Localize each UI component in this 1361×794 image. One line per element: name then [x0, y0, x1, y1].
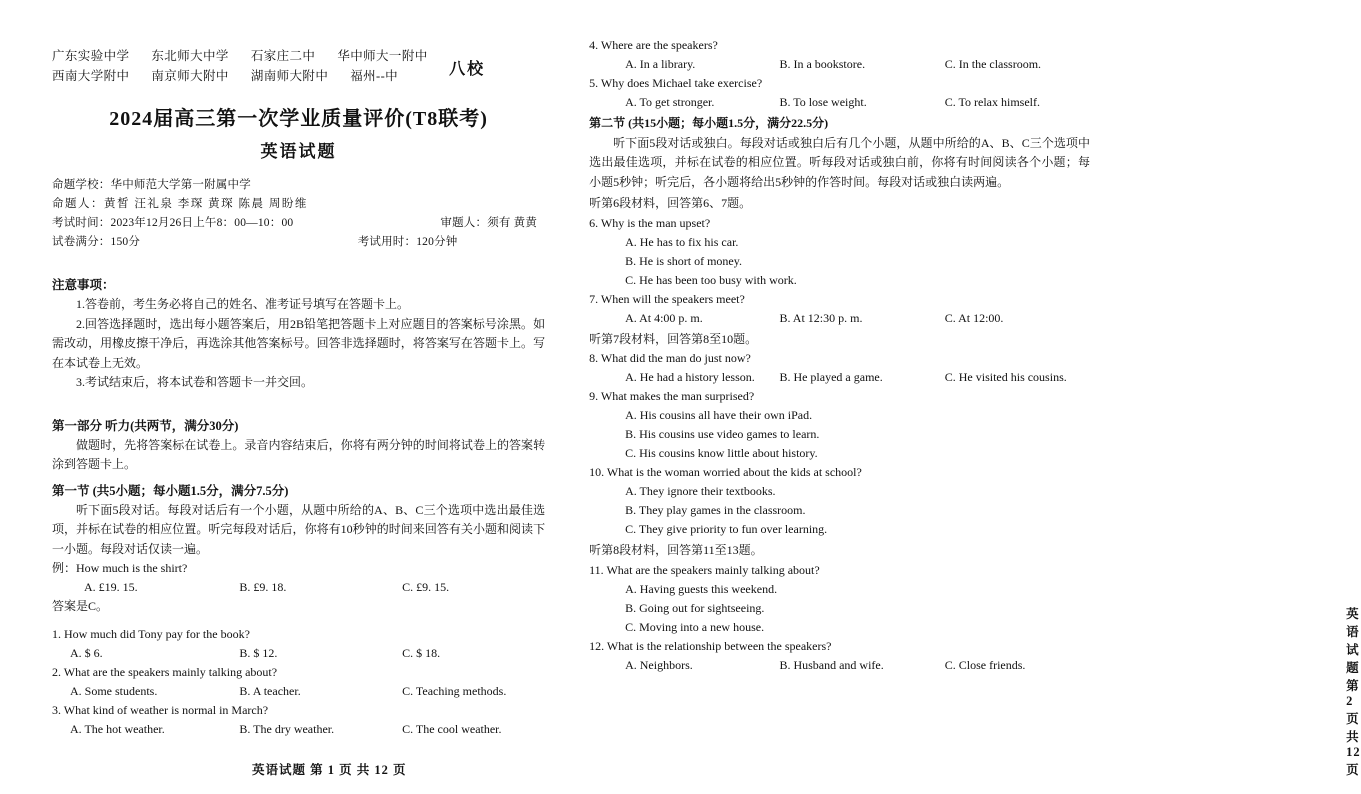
notice-item: 2.回答选择题时，选出每小题答案后，用2B铅笔把答题卡上对应题目的答案标号涂黑。如需改动，用橡皮擦干净后，再选涂其他答案标号。回答非选择题时，将答案写在答题卡上。写在本试卷上无效。	[52, 316, 546, 370]
option-c: C. Close friends.	[944, 657, 1026, 672]
question-stem: 3. What kind of weather is normal in March?	[52, 703, 269, 717]
question-stem: 2. What are the speakers mainly talking about?	[52, 665, 278, 679]
option-c: C. He visited his cousins.	[944, 370, 1067, 384]
option-b: B. Husband and wife.	[779, 657, 884, 672]
part1-section2-intro: 听下面5段对话或独白。每段对话或独白后有几个小题，从题中所给的A、B、C三个选项中选出最佳选项，并标在试卷的相应位置。听每段对话或独白前，你将有时间阅读各个小题；每小题5秒钟；听完后，各小题将给出5秒钟的作答时间。每段对话或独白读两遍。	[589, 135, 1090, 189]
option-a: A. His cousins all have their own iPad.	[625, 408, 813, 422]
option-a: A. Some students.	[70, 684, 158, 698]
reviewer: 审题人：须有 黄黄	[440, 217, 538, 229]
option-c: C. His cousins know little about history.	[625, 446, 818, 460]
option-c: C. To relax himself.	[944, 95, 1040, 109]
question-stem: 12. What is the relationship between the speakers?	[589, 638, 832, 653]
page-title: 2024届高三第一次学业质量评价(T8联考)	[109, 108, 488, 130]
option-b: B. A teacher.	[239, 684, 301, 698]
school-list	[52, 46, 545, 86]
school-name: 广东实验中学	[52, 49, 130, 63]
listening-direction: 听第8段材料，回答第11至13题。	[589, 543, 763, 557]
school-name: 西南大学附中	[52, 69, 130, 83]
option-c: C. In the classroom.	[944, 57, 1042, 71]
question-stem: 5. Why does Michael take exercise?	[589, 76, 763, 90]
left-page-column	[22, 18, 571, 784]
option-a: A. The hot weather.	[70, 722, 165, 736]
option-a: A. Neighbors.	[625, 657, 693, 672]
option-b: B. Going out for sightseeing.	[625, 600, 765, 615]
option-a: A. Having guests this weekend.	[625, 581, 778, 596]
option-b: B. To lose weight.	[779, 95, 867, 109]
option-a: A. At 4:00 p. m.	[625, 310, 703, 325]
question-stem: 10. What is the woman worried about the kids at school?	[589, 465, 862, 479]
question-stem: 6. Why is the man upset?	[589, 215, 711, 230]
option-c: C. Moving into a new house.	[625, 619, 765, 634]
option-a: A. He has to fix his car.	[625, 234, 739, 249]
option-a: A. They ignore their textbooks.	[625, 484, 776, 498]
exam-duration: 考试用时：120分钟	[357, 236, 458, 248]
option-a: A. $ 6.	[70, 646, 103, 660]
example-answer: 答案是C。	[52, 599, 109, 613]
proposer-school: 命题学校：华中师范大学第一附属中学	[52, 179, 251, 191]
option-a: A. To get stronger.	[625, 95, 715, 109]
school-name: 华中师大一附中	[337, 49, 428, 63]
option-b: B. In a bookstore.	[779, 57, 866, 71]
school-name: 福州--中	[350, 69, 399, 83]
question-options	[589, 656, 1090, 675]
option-b: B. He played a game.	[779, 370, 883, 384]
eight-schools-badge: 八校	[449, 61, 486, 78]
example-options	[52, 578, 545, 597]
option-c: C. £9. 15.	[402, 580, 450, 594]
question-options	[589, 368, 1090, 387]
option-b: B. He is short of money.	[625, 253, 742, 268]
footer-left: 英语试题 第 1 页 共 12 页	[252, 763, 407, 777]
option-b: B. $ 12.	[239, 646, 278, 660]
option-b: B. £9. 18.	[239, 580, 287, 594]
option-c: C. Teaching methods.	[402, 684, 507, 698]
school-name: 南京师大附中	[151, 69, 229, 83]
footer-right: 英语试题 第 2 页 共 12 页	[1346, 607, 1361, 777]
question-options	[589, 55, 1090, 74]
notice-item: 3.考试结束后，将本试卷和答题卡一并交回。	[76, 375, 314, 389]
part1-section1-heading: 第一节 (共5小题；每小题1.5分，满分7.5分)	[52, 483, 289, 498]
part1-heading: 第一部分 听力(共两节，满分30分)	[52, 418, 239, 433]
question-stem: 8. What did the man do just now?	[589, 351, 751, 365]
exam-meta	[52, 176, 545, 252]
school-name: 东北师大中学	[151, 49, 229, 63]
listening-direction: 听第6段材料，回答第6、7题。	[589, 196, 752, 210]
example-question: 例：How much is the shirt?	[52, 561, 188, 575]
option-c: C. He has been too busy with work.	[625, 272, 797, 287]
option-c: C. $ 18.	[402, 646, 441, 660]
option-a: A. In a library.	[625, 57, 696, 71]
question-options	[589, 309, 1090, 328]
school-name: 湖南师大附中	[250, 69, 329, 83]
question-stem: 4. Where are the speakers?	[589, 38, 718, 52]
option-b: B. They play games in the classroom.	[625, 503, 806, 517]
option-a: A. He had a history lesson.	[625, 370, 755, 384]
part1-section2-heading: 第二节 (共15小题；每小题1.5分，满分22.5分)	[589, 116, 829, 130]
question-options	[589, 93, 1090, 112]
part1-section1-intro: 听下面5段对话。每段对话后有一个小题，从题中所给的A、B、C三个选项中选出最佳选项，并标在试卷的相应位置。听完每段对话后，你将有10秒钟的时间来回答有关小题和阅读下一小题。每段对话仅读一遍。	[52, 502, 546, 556]
option-c: C. The cool weather.	[402, 722, 502, 736]
school-name: 石家庄二中	[250, 49, 316, 63]
question-stem: 7. When will the speakers meet?	[589, 291, 745, 306]
question-options	[52, 720, 545, 739]
option-c: C. At 12:00.	[944, 310, 1004, 325]
option-b: B. The dry weather.	[239, 722, 335, 736]
question-stem: 1. How much did Tony pay for the book?	[52, 627, 250, 641]
proposers: 命题人：黄皙 汪礼泉 李琛 黄琛 陈晨 周盼维	[52, 198, 308, 210]
question-stem: 11. What are the speakers mainly talking about?	[589, 562, 820, 577]
notice-title: 注意事项：	[52, 278, 115, 292]
full-score: 试卷满分：150分	[52, 236, 141, 248]
question-stem: 9. What makes the man surprised?	[589, 389, 755, 403]
exam-time: 考试时间：2023年12月26日上午8：00—10：00	[52, 217, 294, 229]
option-b: B. At 12:30 p. m.	[779, 310, 863, 325]
option-b: B. His cousins use video games to learn.	[625, 427, 820, 441]
listening-direction: 听第7段材料，回答第8至10题。	[589, 331, 758, 346]
option-c: C. They give priority to fun over learning.	[625, 522, 828, 536]
page-subtitle: 英语试题	[260, 142, 337, 161]
right-page-column	[571, 18, 1361, 784]
part1-intro: 做题时，先将答案标在试卷上。录音内容结束后，你将有两分钟的时间将试卷上的答案转涂到答题卡上。	[52, 437, 546, 471]
question-options	[52, 644, 545, 663]
notice-item: 1.答卷前，考生务必将自己的姓名、准考证号填写在答题卡上。	[76, 297, 410, 311]
question-options	[52, 682, 545, 701]
option-a: A. £19. 15.	[84, 580, 138, 594]
